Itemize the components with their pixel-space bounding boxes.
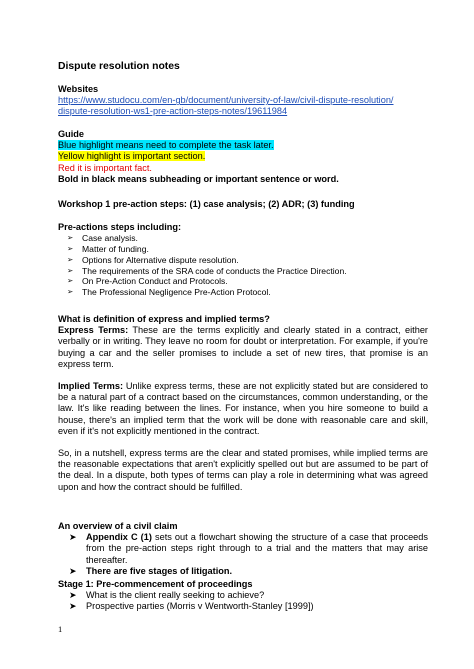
stage1-list	[58, 590, 428, 612]
list-item: ➢ Matter of funding.	[67, 244, 149, 254]
civil-claim-list	[58, 532, 428, 577]
pre-actions-list	[58, 233, 428, 298]
terms-section	[58, 314, 428, 493]
guide-blue-highlight: Blue highlight means need to complete the task later.	[58, 140, 274, 151]
guide-yellow-highlight: Yellow highlight is important section.	[58, 151, 206, 162]
guide-red-text: Red it is important fact.	[58, 162, 152, 173]
list-item: ➢ Options for Alternative dispute resolution.	[67, 254, 239, 265]
list-item: ➤ Appendix C (1) sets out a flowchart showing the structure of a case that proceeds from the pre-action steps right through to a trial and the matters that may arise thereafter.	[69, 532, 428, 565]
workshop-heading: Workshop 1 pre-action steps: (1) case analysis; (2) ADR; (3) funding	[58, 199, 355, 209]
studocu-link-line2[interactable]: dispute-resolution-ws1-pre-action-steps-notes/19611984	[58, 106, 288, 117]
express-terms-paragraph	[58, 325, 428, 370]
page-number: 1	[58, 624, 63, 634]
arrow-bullet-icon: ➢	[67, 254, 74, 264]
stage1-section	[58, 579, 428, 613]
stage1-heading: Stage 1: Pre-commencement of proceedings	[58, 579, 253, 589]
studocu-link-line1[interactable]: https://www.studocu.com/en-gb/document/university-of-law/civil-dispute-resolution/	[58, 95, 394, 106]
list-item: ➤ Prospective parties (Morris v Wentworth-Stanley [1999])	[69, 601, 314, 612]
arrow-bullet-icon: ➢	[67, 287, 74, 297]
arrow-bullet-icon: ➤	[69, 565, 77, 576]
arrow-bullet-icon: ➢	[67, 265, 74, 275]
list-item: ➢ Case analysis.	[67, 233, 138, 244]
guide-heading: Guide	[58, 129, 85, 139]
express-terms-text: These are the terms explicitly and clearly stated in a contract, either verbally or in writing. They leave no room for doubt or interpretation. For example, if you're buying a car and the seller promises to include a set of new tires, that promise is an express term.	[58, 325, 428, 369]
arrow-bullet-icon: ➢	[67, 244, 74, 253]
list-item: ➤ What is the client really seeking to achieve?	[69, 590, 265, 601]
guide-section	[58, 129, 428, 185]
terms-summary-paragraph: So, in a nutshell, express terms are the clear and stated promises, while implied terms are the reasonable expectations that aren't explicitly spelled out but are assumed to be part of the deal. In a dispute, both types of terms can play a role in determining what was agreed upon and how the contract should be fulfilled.	[58, 448, 428, 492]
arrow-bullet-icon: ➢	[67, 276, 74, 286]
websites-section	[58, 84, 428, 118]
civil-claim-heading: An overview of a civil claim	[58, 521, 178, 531]
page-title: Dispute resolution notes	[58, 61, 180, 72]
pre-actions-heading: Pre-actions steps including:	[58, 222, 182, 232]
arrow-bullet-icon: ➤	[69, 590, 77, 601]
implied-terms-text: Unlike express terms, these are not explicitly stated but are considered to be a natural part of a contract based on the circumstances, common understanding, or the law. It's like reading between the lines. For instance, when you hire someone to build a house, there's an implied term that the work will be done with reasonable care and skill, even if it's not explicitly mentioned in the contract.	[58, 381, 428, 436]
websites-heading: Websites	[58, 84, 99, 94]
civil-claim-section	[58, 521, 428, 577]
list-item: ➤ There are five stages of litigation.	[69, 565, 233, 576]
arrow-bullet-icon: ➤	[69, 601, 77, 612]
guide-bold-text: Bold in black means subheading or important sentence or word.	[58, 173, 339, 184]
express-terms-label: Express Terms:	[58, 325, 129, 336]
arrow-bullet-icon: ➤	[69, 532, 77, 543]
pre-actions-section	[58, 222, 428, 298]
implied-terms-label: Implied Terms:	[58, 381, 124, 392]
terms-heading: What is definition of express and implied terms?	[58, 314, 270, 324]
list-item: ➢ The Professional Negligence Pre-Action Protocol.	[67, 287, 271, 298]
list-item: ➢ On Pre-Action Conduct and Protocols.	[67, 276, 228, 287]
implied-terms-paragraph	[58, 381, 428, 437]
arrow-bullet-icon: ➢	[67, 233, 74, 243]
list-item: ➢ The requirements of the SRA code of conducts the Practice Direction.	[67, 265, 347, 276]
